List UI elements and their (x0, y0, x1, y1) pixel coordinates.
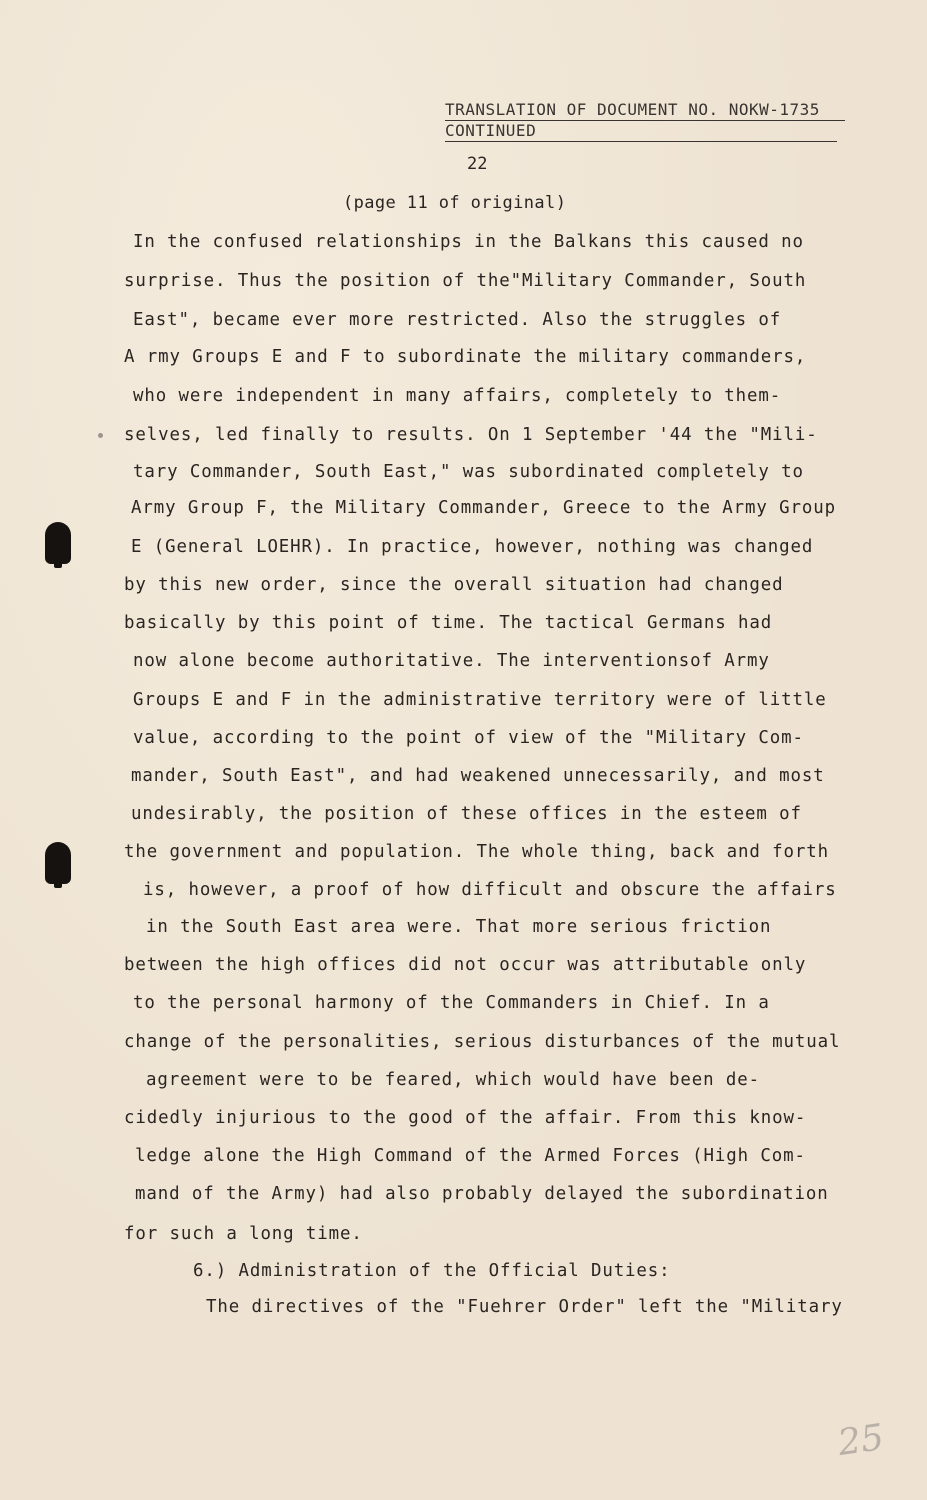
text-line: now alone become authoritative. The interventionsof Army (133, 651, 770, 671)
text-line: the government and population. The whole thing, back and forth (124, 842, 829, 862)
binder-hole-top (45, 522, 71, 564)
header-continued: CONTINUED (445, 121, 837, 142)
text-line: ledge alone the High Command of the Armed Forces (High Com- (135, 1146, 806, 1166)
original-page-note: (page 11 of original) (343, 193, 567, 213)
header-title: TRANSLATION OF DOCUMENT NO. NOKW-1735 (445, 100, 845, 121)
text-line: mander, South East", and had weakened unnecessarily, and most (131, 766, 825, 786)
text-line: selves, led finally to results. On 1 September '44 the "Mili- (124, 425, 818, 445)
text-line: In the confused relationships in the Balkans this caused no (133, 232, 804, 252)
text-line: basically by this point of time. The tactical Germans had (124, 613, 773, 633)
text-line: change of the personalities, serious disturbances of the mutual (124, 1032, 841, 1052)
text-line: East", became ever more restricted. Also the struggles of (133, 310, 782, 330)
text-line: between the high offices did not occur was attributable only (124, 955, 807, 975)
binder-hole-bottom (45, 842, 71, 884)
text-line: The directives of the "Fuehrer Order" left the "Military (206, 1297, 843, 1317)
text-line: to the personal harmony of the Commanders in Chief. In a (133, 993, 770, 1013)
text-line: A rmy Groups E and F to subordinate the military commanders, (124, 347, 807, 367)
text-line: cidedly injurious to the good of the affair. From this know- (124, 1108, 807, 1128)
stamp-page-number: 25 (835, 1417, 887, 1464)
text-line: who were independent in many affairs, completely to them- (133, 386, 782, 406)
text-line: Army Group F, the Military Commander, Greece to the Army Group (131, 498, 836, 518)
text-line: surprise. Thus the position of the"Military Commander, South (124, 271, 807, 291)
text-line: by this new order, since the overall situation had changed (124, 575, 784, 595)
document-header (445, 100, 885, 142)
text-line: tary Commander, South East," was subordinated completely to (133, 462, 804, 482)
text-line: value, according to the point of view of the "Military Com- (133, 728, 804, 748)
text-line: Groups E and F in the administrative territory were of little (133, 690, 827, 710)
text-line: E (General LOEHR). In practice, however, nothing was changed (131, 537, 814, 557)
text-line: undesirably, the position of these offices in the esteem of (131, 804, 802, 824)
text-line: in the South East area were. That more serious friction (146, 917, 772, 937)
text-line: agreement were to be feared, which would have been de- (146, 1070, 760, 1090)
text-line: is, however, a proof of how difficult and obscure the affairs (143, 880, 837, 900)
page-number: 22 (467, 154, 488, 174)
text-line: for such a long time. (124, 1224, 363, 1244)
section-heading: 6.) Administration of the Official Duties: (193, 1261, 671, 1281)
text-line: mand of the Army) had also probably delayed the subordination (135, 1184, 829, 1204)
paper-speck (98, 433, 103, 438)
